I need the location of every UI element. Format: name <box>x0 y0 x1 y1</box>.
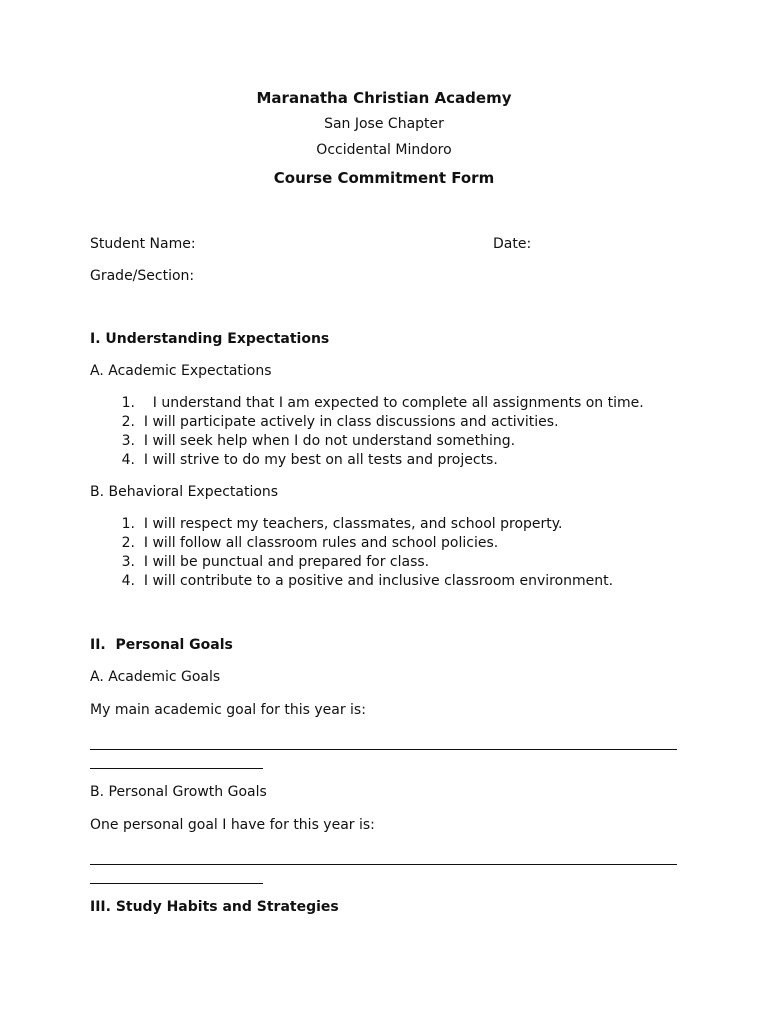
academic-goal-answer-line-1[interactable] <box>90 749 677 750</box>
grade-section-label: Grade/Section: <box>90 268 195 284</box>
personal-goal-prompt: One personal goal I have for this year is: <box>90 817 375 833</box>
section-2-heading: II. Personal Goals <box>90 637 233 653</box>
academic-goal-answer-line-2[interactable] <box>90 768 263 769</box>
date-label: Date: <box>493 236 532 252</box>
academic-expectations-list <box>90 394 644 470</box>
academic-expectations-heading: A. Academic Expectations <box>90 363 272 379</box>
student-name-label: Student Name: <box>90 236 196 252</box>
list-item: 4. I will strive to do my best on all tests and projects. <box>121 452 498 468</box>
personal-goal-answer-line-2[interactable] <box>90 883 263 884</box>
form-title: Course Commitment Form <box>273 169 495 187</box>
behavioral-expectations-heading: B. Behavioral Expectations <box>90 484 279 500</box>
school-name: Maranatha Christian Academy <box>256 89 512 107</box>
section-3-heading: III. Study Habits and Strategies <box>90 899 339 915</box>
list-item: 1. I understand that I am expected to complete all assignments on time. <box>121 395 644 411</box>
list-item: 4. I will contribute to a positive and inclusive classroom environment. <box>121 573 614 589</box>
academic-goals-heading: A. Academic Goals <box>90 669 221 685</box>
personal-goal-answer-line-1[interactable] <box>90 864 677 865</box>
list-item: 1. I will respect my teachers, classmates, and school property. <box>121 516 563 532</box>
list-item: 3. I will seek help when I do not understand something. <box>121 433 516 449</box>
location-name: Occidental Mindoro <box>316 142 452 158</box>
section-1-heading: I. Understanding Expectations <box>90 331 330 347</box>
list-item: 2. I will follow all classroom rules and school policies. <box>121 535 499 551</box>
academic-goal-prompt: My main academic goal for this year is: <box>90 702 366 718</box>
list-item: 3. I will be punctual and prepared for class. <box>121 554 430 570</box>
behavioral-expectations-list <box>90 515 613 591</box>
list-item: 2. I will participate actively in class discussions and activities. <box>121 414 559 430</box>
personal-growth-goals-heading: B. Personal Growth Goals <box>90 784 267 800</box>
chapter-name: San Jose Chapter <box>324 116 444 132</box>
